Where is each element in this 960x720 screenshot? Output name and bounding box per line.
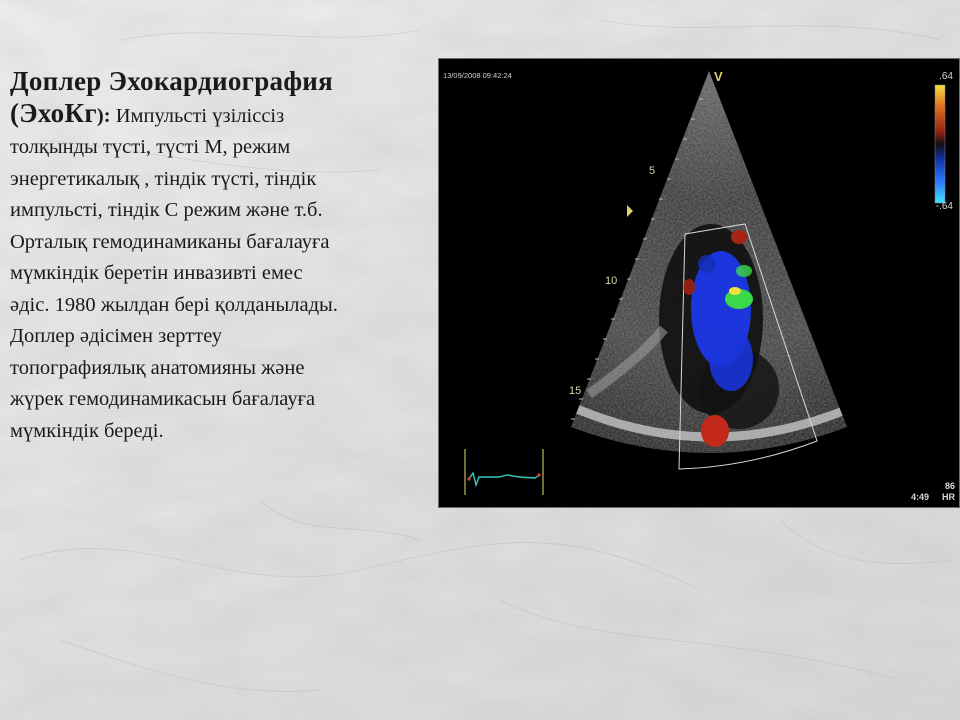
velocity-scale-bar <box>935 85 945 203</box>
echo-scan-graphic <box>439 59 959 507</box>
velocity-scale-max: .64 <box>939 71 953 82</box>
body-text-line: Доплер әдісімен зерттеу <box>10 325 223 347</box>
scan-timestamp: 13/09/2008 09:42:24 <box>443 71 512 80</box>
heart-rate-value: 86 <box>944 481 955 491</box>
depth-label-5: 5 <box>649 165 656 177</box>
body-text-line: мүмкіндік беретін инвазивті емес <box>10 262 303 284</box>
body-text-line: топографиялық анатомияны және <box>10 356 305 379</box>
heart-rate-label: HR <box>942 492 955 502</box>
probe-orientation-marker: V <box>714 69 723 84</box>
slide-title: Доплер Эхокардиография <box>10 66 334 96</box>
ecg-trace <box>465 449 543 495</box>
body-text-line: энергетикалық , тіндік түсті, тіндік <box>10 167 317 190</box>
body-text-line: импульсті, тіндік С режим және т.б. <box>10 199 323 221</box>
body-text-line-1: Импульсті үзіліссіз <box>110 104 285 127</box>
body-text-line: толқынды түсті, түсті М, режим <box>10 136 291 158</box>
body-text-line: жүрек гемодинамикасын бағалауға <box>10 388 316 410</box>
slide-text <box>10 66 442 447</box>
doppler-echo-image <box>438 58 960 508</box>
slide-title-continuation <box>10 98 442 133</box>
body-text-line: Орталық гемодинамиканы бағалауға <box>10 230 330 253</box>
focus-marker <box>627 205 633 217</box>
body-text-line: әдіс. 1980 жылдан бері қолданылады. <box>10 293 338 316</box>
title-colon: ): <box>96 104 111 127</box>
body-text-line: мүмкіндік береді. <box>10 419 164 442</box>
title-abbreviation: (ЭхоКг <box>10 97 97 128</box>
scan-timer: 4:49 <box>910 492 929 502</box>
depth-label-15: 15 <box>569 385 582 397</box>
velocity-scale-min: -.64 <box>935 201 953 212</box>
depth-label-10: 10 <box>605 275 618 287</box>
